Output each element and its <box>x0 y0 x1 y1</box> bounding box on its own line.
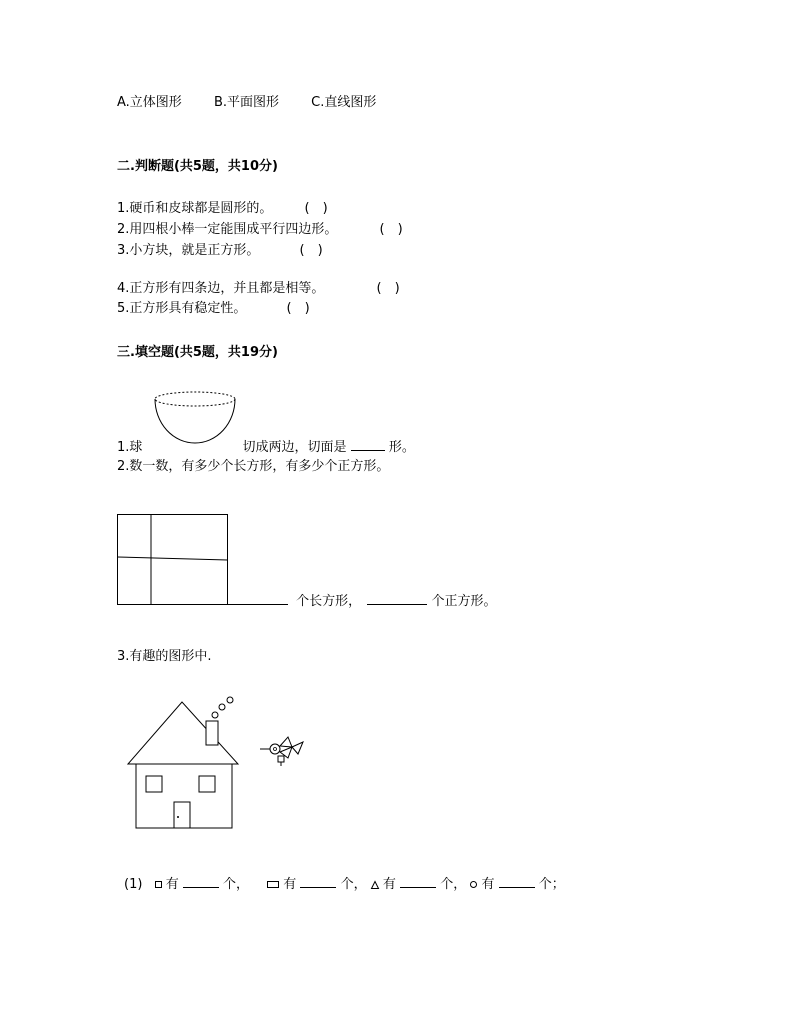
rectangle-count-label: 个长方形， <box>296 594 362 609</box>
square-count-blank[interactable] <box>367 592 427 605</box>
horizontal-divider <box>118 557 228 560</box>
smoke-circle-1 <box>212 712 218 718</box>
bird-figure <box>258 734 306 768</box>
judge-answer-paren[interactable]: ( ) <box>304 201 328 216</box>
house-window-right <box>199 776 215 792</box>
you-label: 有 <box>283 877 297 892</box>
ge-comma-label: 个， <box>440 877 467 892</box>
sub-question-label: (1) <box>124 877 143 892</box>
section2-title: 二.判断题(共5题，共10分) <box>117 159 278 174</box>
fill-q2-answers <box>228 592 496 610</box>
ge-end-label: 个； <box>538 877 565 892</box>
fill-q1-middle: 切成两边，切面是 <box>242 440 347 455</box>
judge-answer-paren[interactable]: ( ) <box>379 222 403 237</box>
house-chimney <box>206 721 218 745</box>
rectangle-icon <box>267 881 279 888</box>
judge-answer-paren[interactable]: ( ) <box>286 301 310 316</box>
triangle-icon <box>371 881 379 889</box>
you-label: 有 <box>165 877 179 892</box>
judge-item-text: 5.正方形具有稳定性。 <box>117 301 247 316</box>
judge-item-text: 3.小方块，就是正方形。 <box>117 243 260 258</box>
house-figure <box>126 692 242 832</box>
fill-q2: 2.数一数，有多少个长方形，有多少个正方形。 <box>117 459 390 474</box>
bird-eye <box>274 748 277 751</box>
judge-item-text: 4.正方形有四条边，并且都是相等。 <box>117 281 325 296</box>
smoke-circle-3 <box>227 697 233 703</box>
door-knob <box>177 816 179 818</box>
fill-q3-sub1 <box>124 875 565 893</box>
judge-item-1 <box>117 201 328 217</box>
choice-a[interactable]: A.立体图形 <box>117 95 182 110</box>
smoke-circle-2 <box>219 704 225 710</box>
rectangle-count-blank[interactable] <box>228 592 288 605</box>
fill-q1-prefix: 1.球 <box>117 440 143 455</box>
rectangle-count-figure <box>117 514 229 606</box>
small-square-icon <box>155 881 162 888</box>
fill-q1-blank[interactable] <box>351 438 385 451</box>
choice-b[interactable]: B.平面图形 <box>213 95 280 110</box>
judge-item-5 <box>117 301 310 317</box>
judge-answer-paren[interactable]: ( ) <box>376 281 400 296</box>
fill-q3: 3.有趣的图形中. <box>117 649 212 664</box>
judge-item-4 <box>117 281 400 297</box>
ge-comma-label: 个， <box>223 877 250 892</box>
choice-c[interactable]: C.直线图形 <box>311 95 377 110</box>
judge-item-3 <box>117 243 323 259</box>
triangle-shape-count-blank[interactable] <box>400 875 436 888</box>
section3-title: 三.填空题(共5题，共19分) <box>117 345 278 360</box>
you-label: 有 <box>481 877 495 892</box>
bird-tail-triangle <box>292 742 303 754</box>
house-body <box>136 764 232 828</box>
bird-foot-square <box>278 756 284 762</box>
choice-row <box>117 95 376 111</box>
rectangle-shape-count-blank[interactable] <box>300 875 336 888</box>
judge-item-text: 1.硬币和皮球都是圆形的。 <box>117 201 273 216</box>
ge-comma-label: 个， <box>340 877 367 892</box>
hemisphere-top-ellipse <box>155 392 235 406</box>
house-roof-triangle <box>128 702 238 764</box>
house-door <box>174 802 190 828</box>
circle-shape-count-blank[interactable] <box>499 875 535 888</box>
house-window-left <box>146 776 162 792</box>
bird-wing-triangle-top <box>280 737 292 747</box>
judge-answer-paren[interactable]: ( ) <box>299 243 323 258</box>
judge-item-2 <box>117 222 403 238</box>
bird-head-circle <box>270 744 280 754</box>
square-shape-count-blank[interactable] <box>183 875 219 888</box>
circle-icon <box>470 881 477 888</box>
judge-item-text: 2.用四根小棒一定能围成平行四边形。 <box>117 222 338 237</box>
fill-q1-suffix: 形。 <box>388 440 415 455</box>
square-count-label: 个正方形。 <box>431 594 497 609</box>
fill-q1 <box>117 438 415 456</box>
you-label: 有 <box>382 877 396 892</box>
